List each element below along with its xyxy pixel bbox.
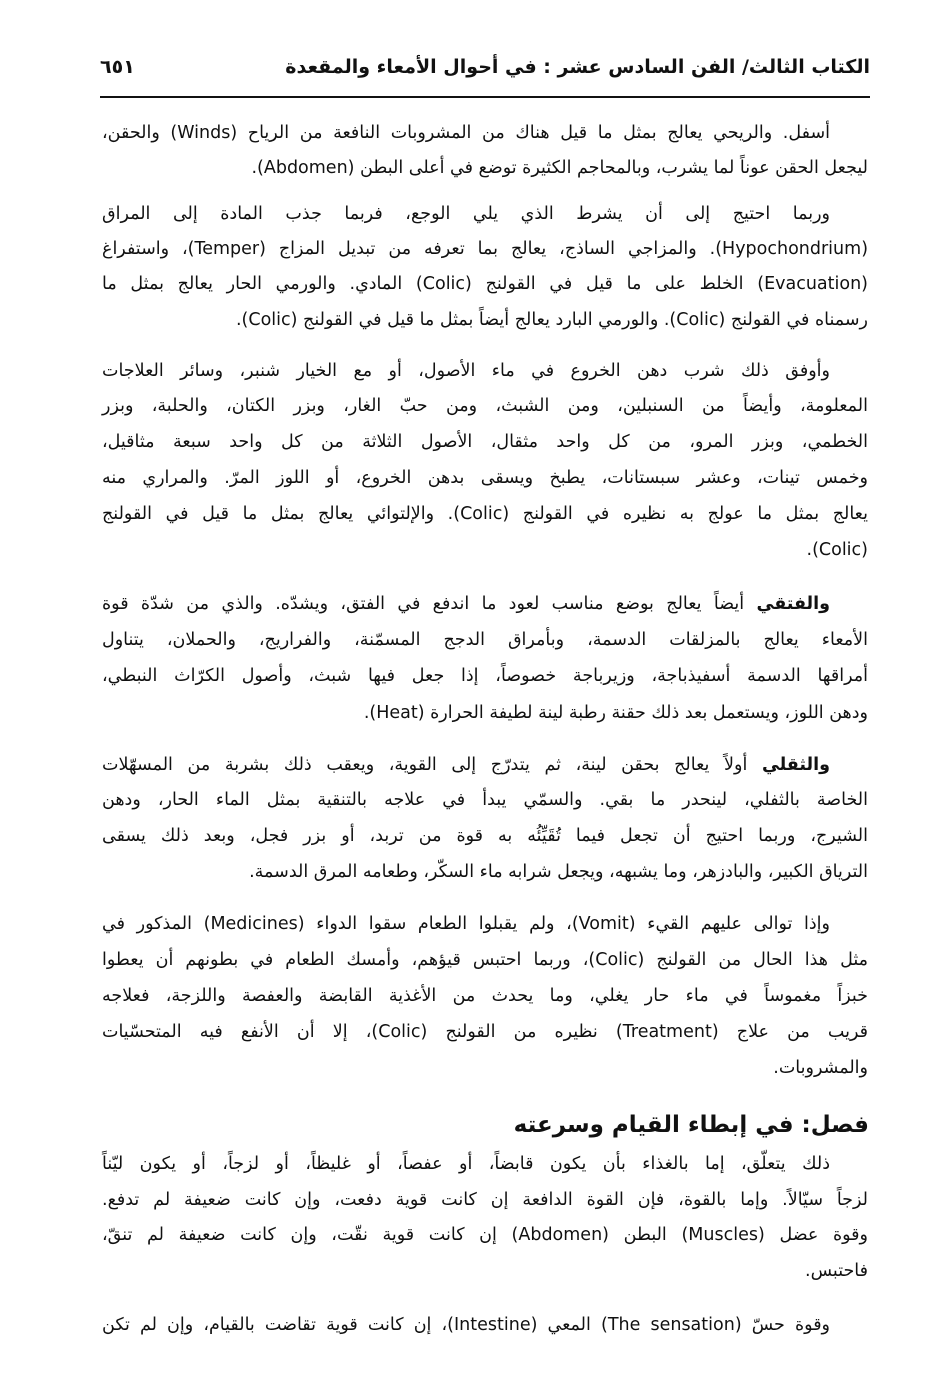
text-line	[102, 305, 868, 335]
text-line-content: ودهن اللوز، ويستعمل بعد ذلك حقنة رطبة لينة لطيفة الحرارة (Heat).	[363, 703, 868, 723]
text-line-content: أمراقها الدسمة أسفيذباجة، وزيرباجة خصوصاً، إذا جعل فيها شبث، وأصول الكرّاث النبطي،	[102, 666, 868, 686]
paragraph-lead-term: والفتقي	[756, 594, 830, 614]
paragraph-lead-term: والثقلي	[761, 755, 830, 775]
text-line	[102, 1256, 868, 1286]
text-line	[102, 785, 868, 815]
text-line	[102, 463, 868, 493]
text-line-content: قريب من علاج (Treatment) نظيره من القولنج (Colic)، إلا أن الأنفع فيه المتحسّيات	[102, 1022, 869, 1042]
text-line-content: (Hypochondrium). والمزاجي الساذج، يعالج بما تعرفه من تبديل المزاج (Temper)، واستفراغ	[102, 239, 869, 259]
text-line	[102, 234, 868, 264]
text-line	[102, 199, 868, 229]
text-line	[102, 153, 868, 183]
text-line-content: الأمعاء يعالج بالمزلقات الدسمة، وبأمراق الدجج المسمّنة، والفراريج، والحملان، يتناول	[102, 630, 868, 650]
text-line-content: وخمس تينات، وعشر سبستانات، يطبخ ويسقى بدهن الخروع، أو اللوز المرّ. والمراري منه	[102, 468, 868, 488]
text-line-content: أولاً يعالج بحقن لينة، ثم يتدرّج إلى القوية، ويعقب ذلك بشربة من المسهّلات	[102, 755, 762, 775]
text-line	[102, 750, 868, 780]
text-line-content: فاحتبس.	[805, 1261, 868, 1281]
text-line-content: رسمناه في القولنج (Colic). والورمي البارد يعالج أيضاً بمثل ما قيل في القولنج (Colic).	[235, 310, 868, 330]
text-line	[102, 857, 868, 887]
text-line-content: ليجعل الحقن عوناً لما يشرب، وبالمحاجم الكثيرة توضع في أعلى البطن (Abdomen).	[251, 158, 868, 178]
text-line-content: وربما احتيج إلى أن يشرط الذي يلي الوجع، فربما جذب المادة إلى المراق	[102, 204, 830, 224]
text-line-content: لزجاً سيّالاً. وإما بالقوة، فإن القوة الدافعة إن كانت قوية دفعت، وإن كانت ضعيفة لم تدفع.	[102, 1190, 868, 1210]
text-line-content: الترياق الكبير، والبادزهر، وما يشبهه، ويجعل شرابه ماء السكّر، وطعامه المرق الدسمة.	[249, 862, 868, 882]
text-line-content: (Colic).	[806, 540, 868, 560]
text-line	[102, 356, 868, 386]
text-line-content: الشيرج، وربما احتيج أن تجعل فيما تُقَيِّئُه به قوة من تربد، أو بزر فجل، وبعد ذلك يسقى	[102, 826, 868, 846]
text-line-content: وأوفق ذلك شرب دهن الخروع في ماء الأصول، أو مع الخيار شنبر، وسائر العلاجات	[102, 361, 830, 381]
text-line-content: ذلك يتعلّق، إما بالغذاء بأن يكون قابضاً، أو عفصاً، أو غليظاً، أو لزجاً، أو يكون ليّناً	[102, 1154, 830, 1174]
text-line	[102, 269, 868, 299]
text-line	[102, 1149, 868, 1179]
text-line-content: الخطمي، وبزر المرو، من كل واحد مثقال، الأصول الثلاثة من كل واحد سبعة مثاقيل،	[102, 432, 868, 452]
text-line	[102, 981, 868, 1011]
text-line	[102, 499, 868, 529]
section-heading: فصل: في إبطاء القيام وسرعته	[513, 1112, 869, 1138]
text-line	[102, 391, 868, 421]
text-line	[102, 945, 868, 975]
header-rule	[100, 96, 870, 98]
text-line-content: وإذا توالى عليهم القيء (Vomit)، ولم يقبلوا الطعام سقوا الدواء (Medicines) المذكور في	[102, 914, 830, 934]
text-line	[102, 427, 868, 457]
text-line	[102, 1185, 868, 1215]
text-line-content: يعالج بمثل ما عولج به نظيره في القولنج (Colic). والإلتوائي يعالج بمثل ما قيل في القولنج	[102, 504, 868, 524]
text-line	[102, 698, 868, 728]
text-line	[102, 1220, 868, 1250]
text-line-content: خبزاً مغموساً في ماء حار يغلي، وما يحدث من الأغذية القابضة والعفصة واللزجة، فعلاجه	[102, 986, 868, 1006]
text-line	[102, 1017, 868, 1047]
running-header	[100, 56, 870, 88]
text-line	[102, 118, 868, 148]
text-line-content: أسفل. والريحي يعالج بمثل ما قيل هناك من المشروبات النافعة من الرياح (Winds) والحقن،	[102, 123, 831, 143]
text-line-content: المعلومة، وأيضاً من السنبلين، ومن الشبث، ومن حبّ الغار، وبزر الكتان، والحلبة، وبزر	[102, 396, 868, 416]
text-line	[102, 535, 868, 565]
text-line	[102, 625, 868, 655]
text-line	[102, 661, 868, 691]
text-line-content: وقوة عضل (Muscles) البطن (Abdomen) إن كانت قوية نقّت، وإن كانت ضعيفة لم تنقّ،	[102, 1225, 868, 1245]
text-line	[102, 1310, 868, 1340]
text-line	[102, 909, 868, 939]
text-line	[102, 1053, 868, 1083]
text-line-content: (Evacuation) الخلط على ما قيل في القولنج (Colic) المادي. والورمي الحار يعالج بمثل ما	[102, 274, 868, 294]
text-line-content: مثل هذا الحال من القولنج (Colic)، وربما احتبس قيؤهم، وأمسك الطعام في بطونهم أن يعطوا	[102, 950, 868, 970]
text-line-content: أيضاً يعالج بوضع مناسب لعود ما اندفع في الفتق، ويشدّه. والذي من شدّة قوة	[102, 594, 757, 614]
page-number: ٦٥١	[100, 56, 135, 78]
text-line	[102, 821, 868, 851]
running-header-title: الكتاب الثالث/ الفن السادس عشر : في أحوال الأمعاء والمقعدة	[285, 56, 870, 78]
text-line-content: وقوة حسّ (The sensation) المعي (Intestine)، إن كانت قوية تقاضت بالقيام، وإن لم تكن	[102, 1315, 831, 1335]
text-line	[102, 589, 868, 619]
text-line-content: الخاصة بالثفلي، لينحدر ما بقي. والسمّي يبدأ في علاجه بالتنقية بمثل الماء الحار، ودهن	[102, 790, 868, 810]
text-line-content: والمشروبات.	[773, 1058, 868, 1078]
